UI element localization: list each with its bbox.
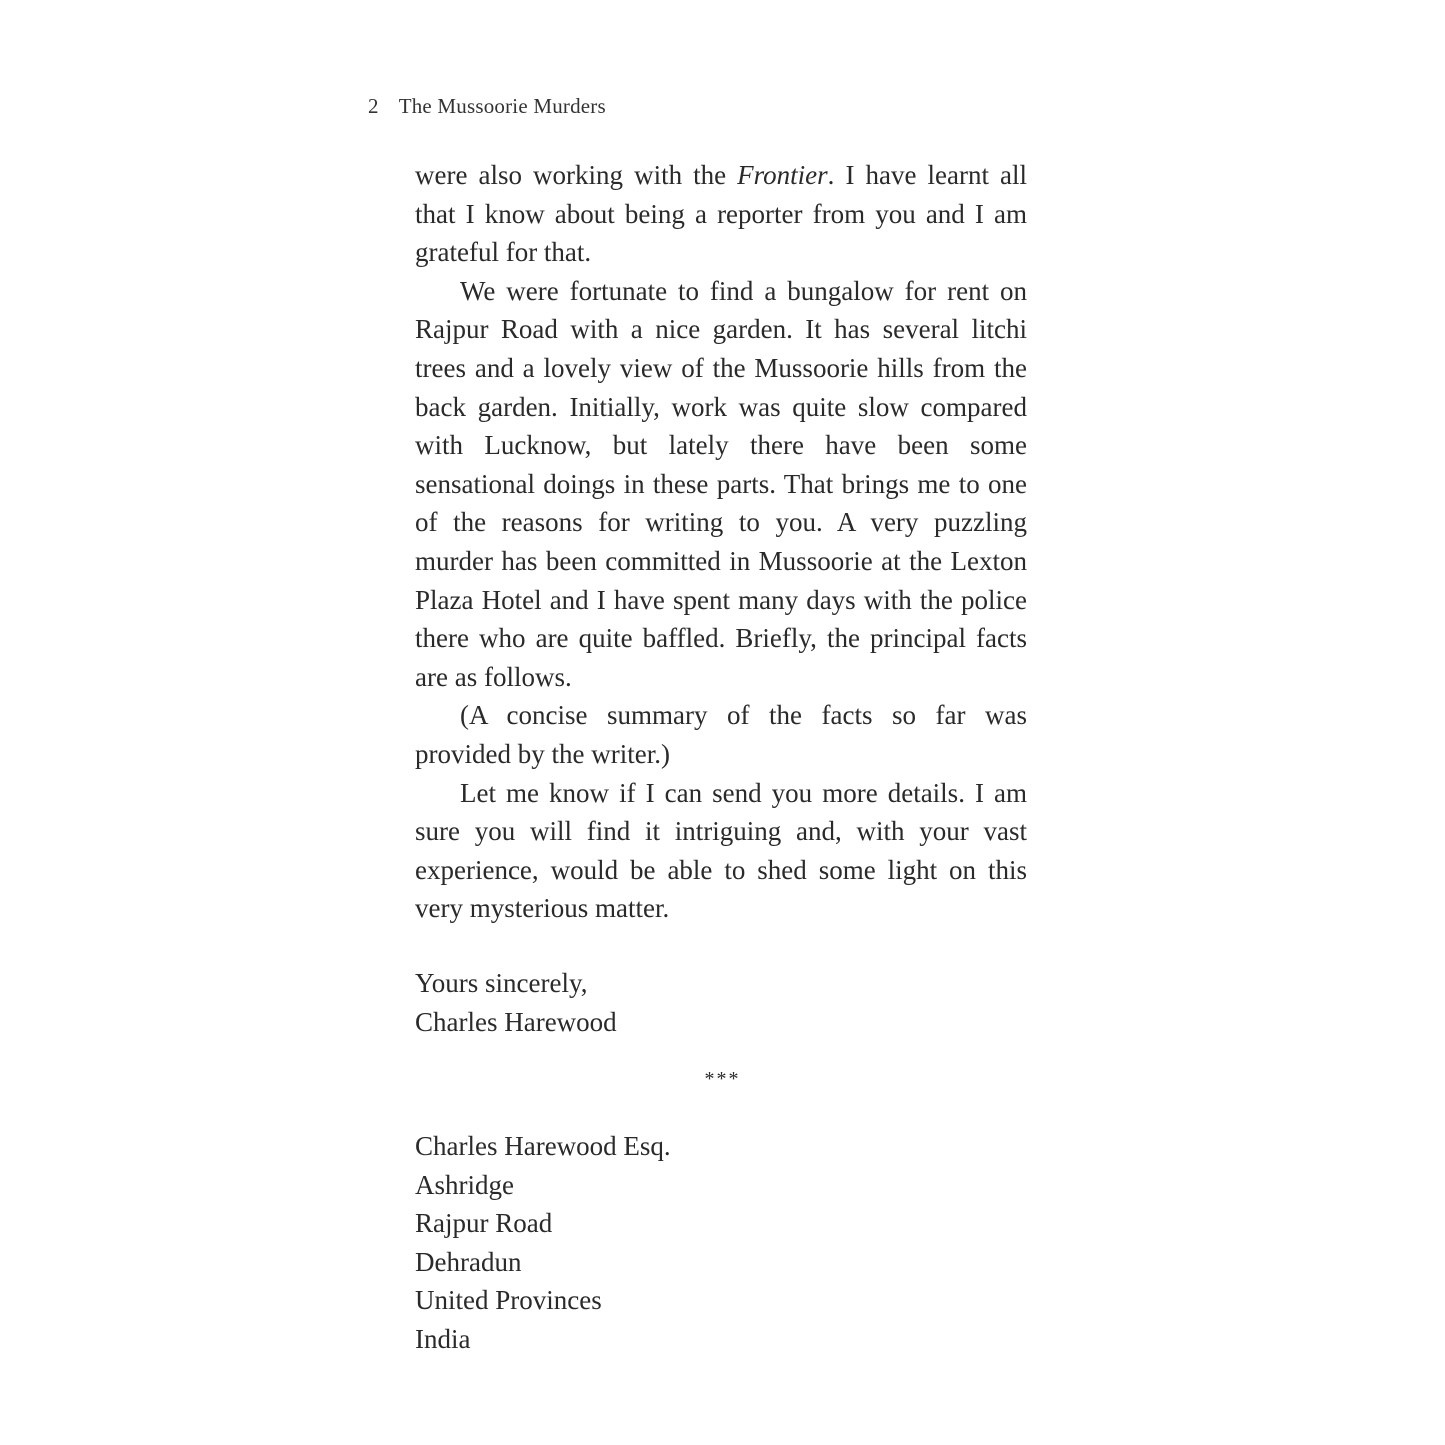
signature: Charles Harewood — [415, 1006, 617, 1037]
page-number: 2 — [368, 94, 379, 118]
address-line: United Provinces — [415, 1285, 602, 1316]
book-title: The Mussoorie Murders — [398, 94, 606, 118]
section-separator: *** — [704, 1068, 741, 1090]
address-line: Dehradun — [415, 1246, 522, 1277]
paragraph-2: We were fortunate to find a bungalow for rent on Rajpur Road with a nice garden. It has several litchi trees and a lovely view of the Mussoorie hills from the back garden. Initially, work was quite slow compared with Lucknow, but lately there have been some sensational doings in these parts. That brings me to one of the reasons for writing to you. A very puzzling murder has been committed in Mussoorie at the Lexton Plaza Hotel and I have spent many days with the police there who are quite baffled. Briefly, the principal facts are as follows. — [415, 275, 1027, 692]
valediction: Yours sincerely, — [415, 968, 588, 998]
paragraph-1-after: . I have learnt all that I know about being a reporter from you and I am grateful for that. — [415, 160, 1027, 268]
address-line: Rajpur Road — [415, 1208, 553, 1239]
paragraph-1 — [415, 156, 1027, 272]
address-block — [415, 1127, 671, 1359]
running-head — [368, 94, 606, 119]
address-line: Charles Harewood Esq. — [415, 1131, 671, 1161]
paragraph-1-before: were also working with the — [415, 160, 738, 190]
letter-body — [415, 156, 1027, 928]
paragraph-3: (A concise summary of the facts so far was provided by the writer.) — [415, 700, 1027, 769]
address-line: India — [415, 1323, 471, 1354]
letter-closing — [415, 964, 617, 1041]
address-line: Ashridge — [415, 1169, 514, 1200]
paragraph-4: Let me know if I can send you more details. I am sure you will find it intriguing and, with your vast experience, would be able to shed some light on this very mysterious matter. — [415, 777, 1027, 924]
newspaper-name: Frontier — [737, 160, 828, 190]
